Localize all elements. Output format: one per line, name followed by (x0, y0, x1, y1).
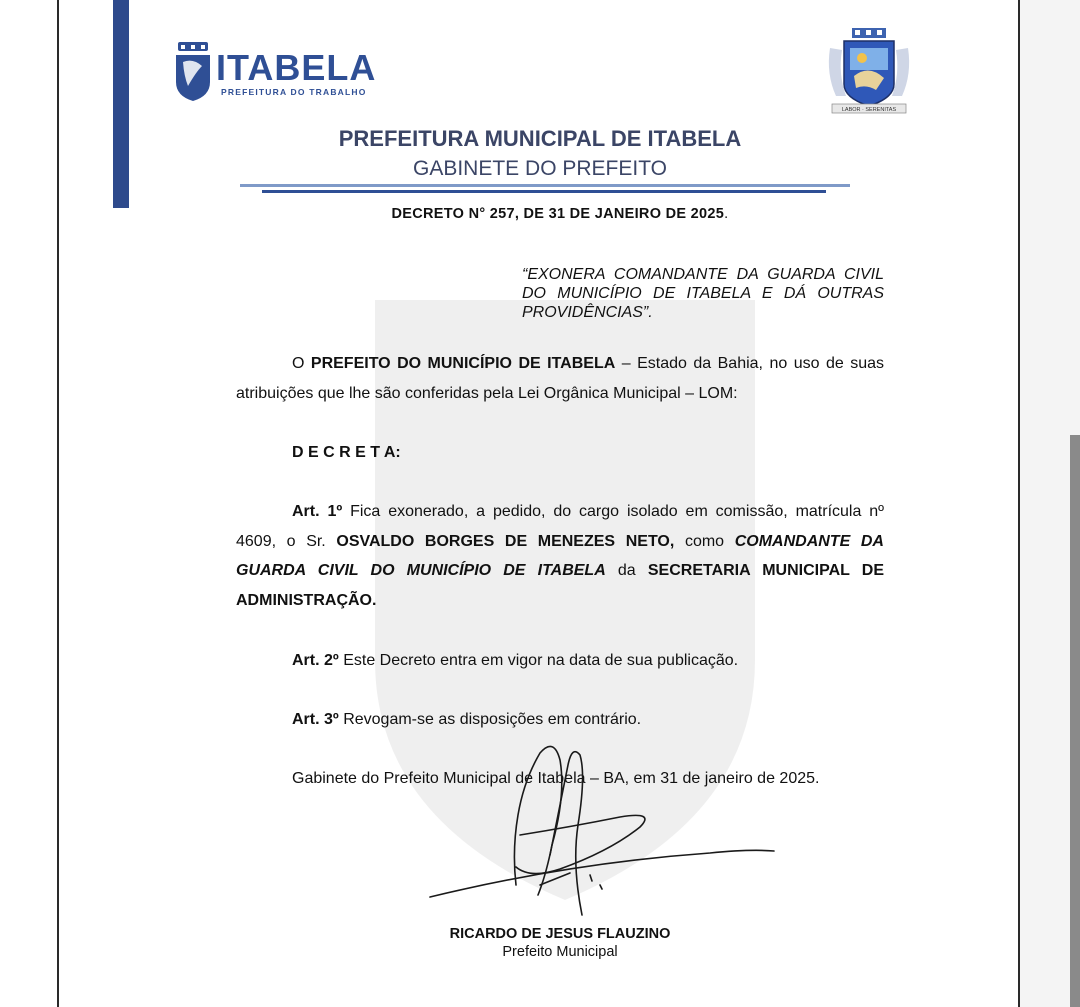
article-1-text-b: como (674, 532, 735, 550)
article-2 (236, 646, 884, 676)
preamble-rest: – Estado da Bahia, no uso de suas atribuições que lhe são conferidas pela Lei Orgânica Municipal – LOM: (236, 355, 885, 402)
article-1-person: OSVALDO BORGES DE MENEZES NETO, (336, 532, 675, 550)
page-border-right (1018, 0, 1020, 1007)
header-accent-bar (113, 0, 129, 208)
municipal-crest-icon (826, 26, 912, 116)
signer-role: Prefeito Municipal (502, 944, 618, 960)
page-border-left (57, 0, 59, 1007)
article-1 (236, 497, 884, 615)
article-3 (236, 705, 884, 735)
preamble-paragraph (236, 349, 884, 408)
article-1-department: SECRETARIA MUNICIPAL DE ADMINISTRAÇÃO. (236, 562, 885, 609)
decree-title-suffix: . (724, 206, 729, 222)
institution-subtitle: GABINETE DO PREFEITO (413, 157, 667, 180)
signer-name: RICARDO DE JESUS FLAUZINO (449, 926, 671, 942)
decreta-heading: D E C R E T A: (292, 444, 401, 461)
preamble-authority: PREFEITO DO MUNICÍPIO DE ITABELA (310, 355, 616, 372)
logo-shield-icon (174, 42, 212, 102)
institution-title: PREFEITURA MUNICIPAL DE ITABELA (338, 126, 742, 151)
logo-wordmark: ITABELA (216, 47, 377, 88)
article-1-role: COMANDANTE DA GUARDA CIVIL DO MUNICÍPIO DE ITABELA (236, 532, 884, 579)
article-3-text: Revogam-se as disposições em contrário. (338, 711, 642, 728)
article-2-label: Art. 2º (292, 652, 339, 669)
decree-title (236, 206, 884, 222)
article-2-text: Este Decreto entra em vigor na data de sua publicação. (338, 652, 739, 669)
article-1-label: Art. 1º (292, 503, 343, 520)
article-3-label: Art. 3º (292, 711, 339, 728)
header-rule-dark (262, 190, 826, 193)
decree-summary: “EXONERA COMANDANTE DA GUARDA CIVIL DO MUNICÍPIO DE ITABELA E DÁ OUTRAS PROVIDÊNCIAS”. (522, 266, 884, 321)
article-1-text-c: da (605, 562, 648, 579)
itabela-logo (174, 42, 389, 104)
closing-line: Gabinete do Prefeito Municipal de Itabela – BA, em 31 de janeiro de 2025. (292, 770, 820, 787)
header-rule-light (240, 184, 850, 187)
article-1-text-a: Fica exonerado, a pedido, do cargo isolado em comissão, matrícula nº 4609, o Sr. (236, 503, 885, 550)
handwritten-signature (420, 735, 780, 935)
decree-title-text: DECRETO N° 257, DE 31 DE JANEIRO DE 2025 (391, 206, 725, 222)
preamble-lead: O (292, 355, 311, 372)
crest-motto: LABOR · SERENITAS (841, 107, 897, 113)
logo-subtitle: PREFEITURA DO TRABALHO (221, 87, 367, 97)
scrollbar-track[interactable] (1070, 435, 1080, 1007)
